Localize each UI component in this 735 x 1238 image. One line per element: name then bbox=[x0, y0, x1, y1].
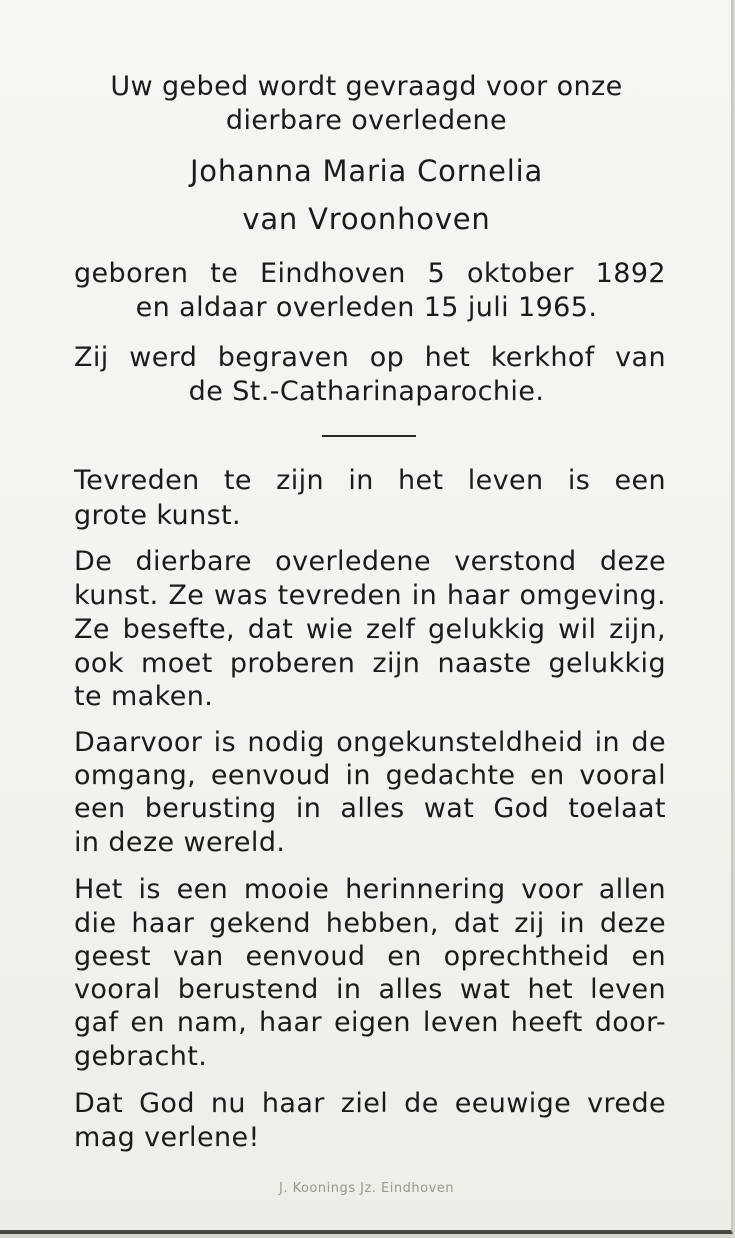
paragraph-2-line: kunst. Ze was tevreden in haar omgeving. bbox=[74, 580, 666, 611]
paragraph-1-line: grote kunst. bbox=[74, 500, 242, 531]
burial-line-2: de St.-Catharinaparochie. bbox=[188, 376, 545, 407]
paragraph-2-line: ook moet proberen zijn naaste gelukkig bbox=[74, 648, 666, 679]
burial-line-1: Zij werd begraven op het kerkhof van bbox=[74, 342, 666, 373]
deceased-name-line-1: Johanna Maria Cornelia bbox=[189, 154, 544, 188]
paragraph-5-line: Dat God nu haar ziel de eeuwige vrede bbox=[74, 1088, 666, 1119]
paragraph-4-line: vooral berustend in alles wat het leven bbox=[74, 974, 666, 1005]
paragraph-5-line: mag verlene! bbox=[74, 1122, 260, 1153]
deceased-name-line-2: van Vroonhoven bbox=[242, 202, 491, 236]
paragraph-4-line: gaf en nam, haar eigen leven heeft door- bbox=[74, 1007, 666, 1038]
prayer-request-line-1: Uw gebed wordt gevraagd voor onze bbox=[110, 71, 623, 102]
paragraph-2-line: te maken. bbox=[74, 681, 214, 712]
paragraph-1-line: Tevreden te zijn in het leven is een bbox=[74, 465, 666, 496]
paragraph-2-line: De dierbare overledene verstond deze bbox=[74, 546, 666, 577]
paragraph-4-line: die haar gekend hebben, dat zij in deze bbox=[74, 908, 666, 939]
birth-line: geboren te Eindhoven 5 oktober 1892 bbox=[74, 258, 666, 289]
paragraph-4-line: gebracht. bbox=[74, 1041, 208, 1072]
paragraph-4-line: Het is een mooie herinnering voor allen bbox=[74, 874, 666, 905]
paragraph-3-line: Daarvoor is nodig ongekunsteldheid in de bbox=[74, 727, 666, 758]
printer-imprint: J. Koonings Jz. Eindhoven bbox=[279, 1181, 454, 1196]
paragraph-4-line: geest van eenvoud en oprechtheid en bbox=[74, 941, 666, 972]
separator-rule bbox=[322, 435, 416, 437]
paragraph-2-line: Ze besefte, dat wie zelf gelukkig wil zijn, bbox=[74, 614, 666, 645]
death-line: en aldaar overleden 15 juli 1965. bbox=[135, 292, 598, 323]
paragraph-3-line: een berusting in alles wat God toelaat bbox=[74, 793, 666, 824]
paragraph-3-line: omgang, eenvoud in gedachte en vooral bbox=[74, 760, 666, 791]
prayer-request-line-2: dierbare overledene bbox=[225, 105, 508, 136]
paragraph-3-line: in deze wereld. bbox=[74, 827, 286, 858]
